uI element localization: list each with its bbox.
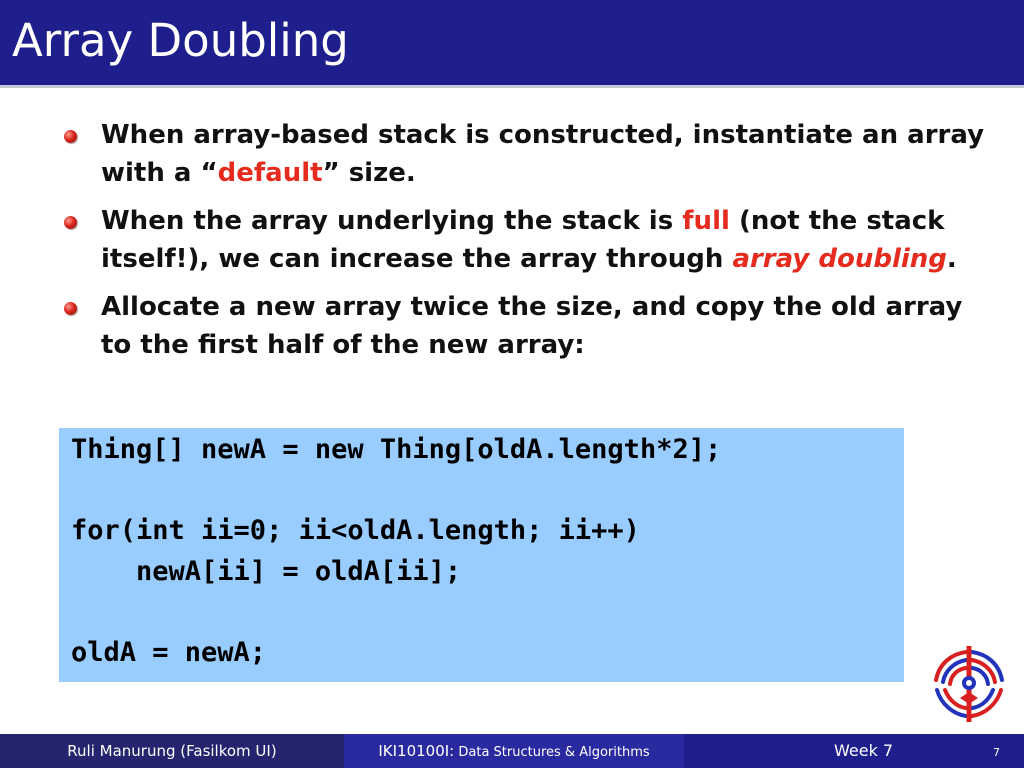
bullet-icon <box>64 216 77 229</box>
bullet-item <box>62 288 992 364</box>
bullet-text: When array-based stack is constructed, instantiate an array with a “ <box>101 120 985 188</box>
code-block <box>59 428 904 682</box>
footer-author: Ruli Manurung (Fasilkom UI) <box>0 734 344 768</box>
footer-week-section <box>684 734 1024 768</box>
footer-bar <box>0 734 1024 768</box>
bullet-icon <box>64 302 77 315</box>
footer-week: Week 7 <box>834 741 894 760</box>
code-listing <box>71 430 721 673</box>
course-code: IKI10100I: <box>378 742 455 760</box>
code-line: for(int ii=0; ii<oldA.length; ii++) <box>71 515 640 546</box>
bullet-text: (not the stack itself!), we can increase the array through <box>101 206 945 274</box>
highlight-array-doubling: array doubling <box>732 244 947 274</box>
slide-title: Array Doubling <box>12 14 349 67</box>
bullet-item <box>62 202 992 278</box>
code-line <box>71 471 721 512</box>
code-line: newA[ii] = oldA[ii]; <box>71 555 462 587</box>
bullet-icon <box>64 130 77 143</box>
footer-course <box>344 734 684 768</box>
highlight-default: default <box>217 158 323 188</box>
title-bar <box>0 0 1024 85</box>
code-line: oldA = newA; <box>71 636 267 668</box>
highlight-full: full <box>682 206 730 236</box>
university-logo-icon <box>929 642 1009 724</box>
bullet-text: ” size. <box>322 158 416 188</box>
course-name: Data Structures & Algorithms <box>454 745 650 760</box>
page-number: 7 <box>993 746 1000 759</box>
bullet-text: Allocate a new array twice the size, and copy the old array to the first half of the new array: <box>101 292 963 360</box>
title-divider <box>0 85 1024 88</box>
code-line: Thing[] newA = new Thing[oldA.length*2]; <box>71 434 722 465</box>
code-line <box>71 592 721 633</box>
bullet-text: When the array underlying the stack is <box>101 206 683 236</box>
bullet-list <box>62 116 992 374</box>
bullet-item <box>62 116 992 192</box>
bullet-text: . <box>946 244 957 274</box>
